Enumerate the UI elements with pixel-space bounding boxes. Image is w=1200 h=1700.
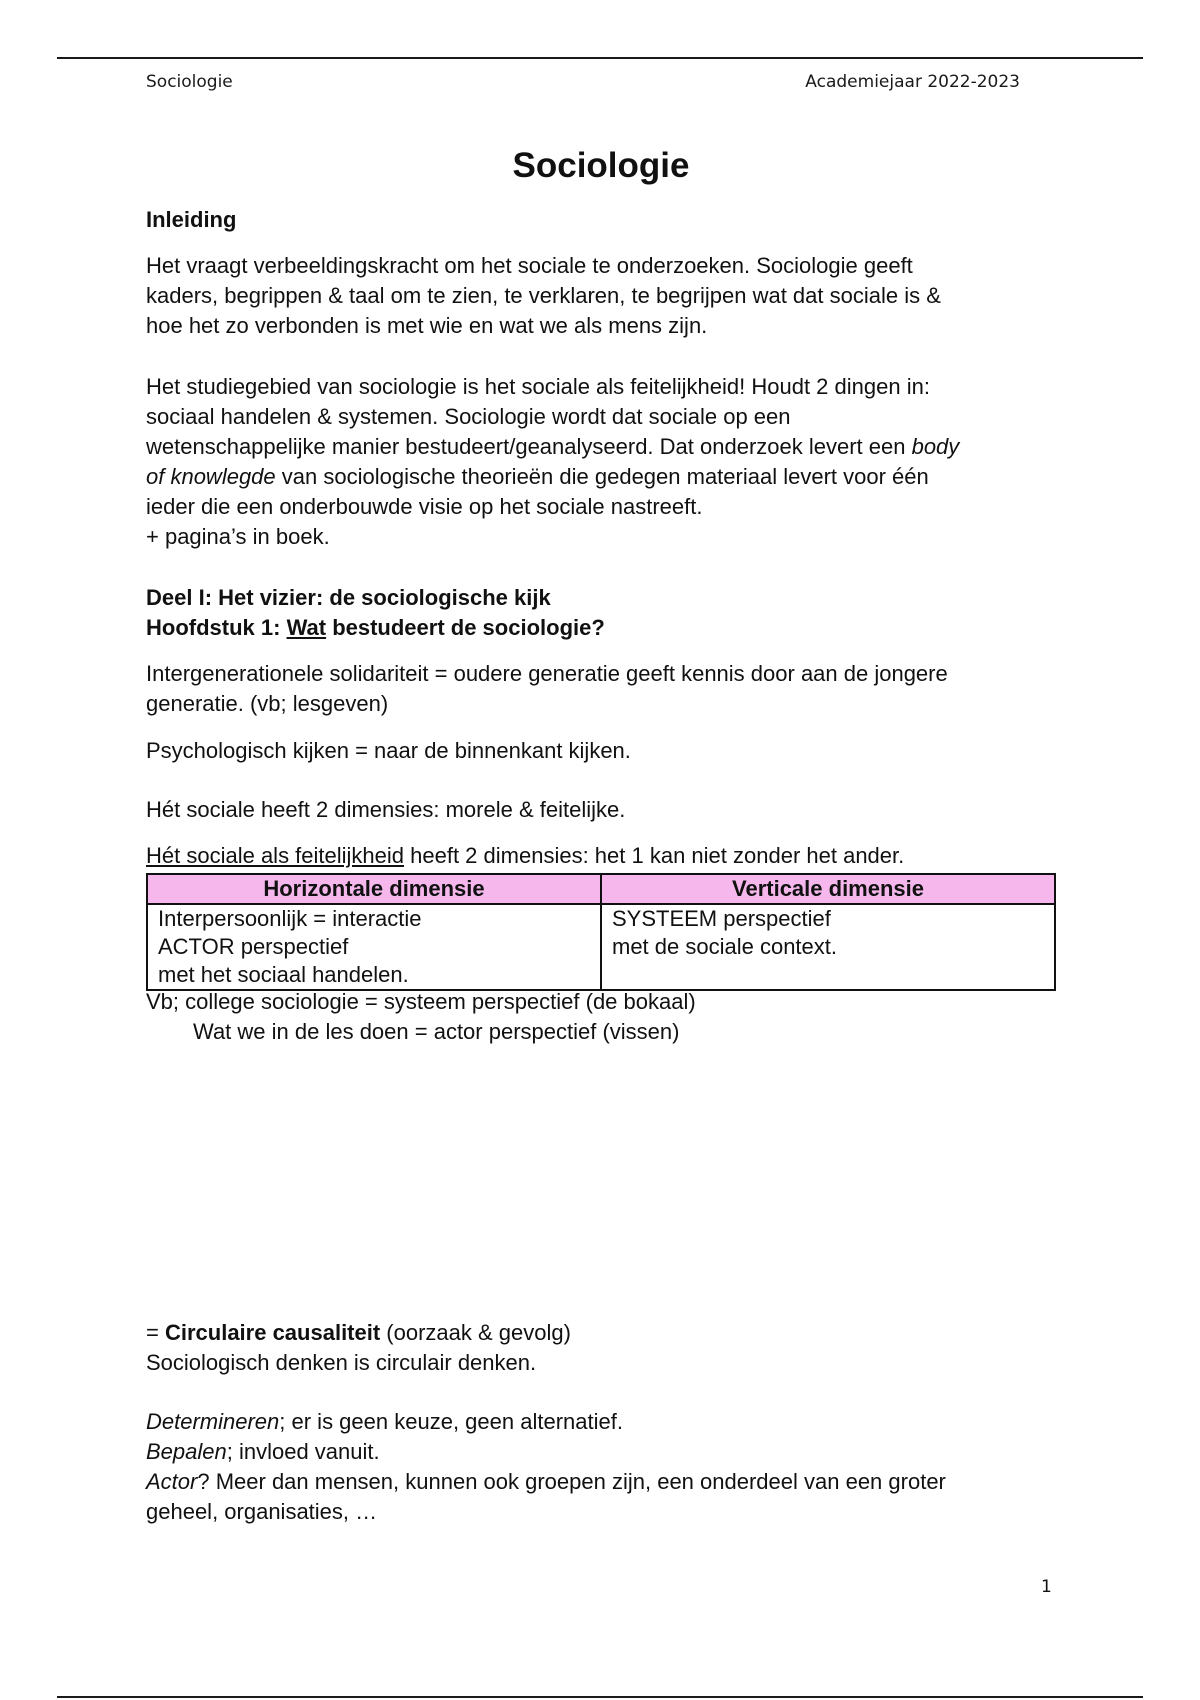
table-cell-vertical <box>601 904 1055 990</box>
intro-paragraph-2 <box>146 372 1056 552</box>
intro-heading: Inleiding <box>146 207 237 232</box>
intro-paragraph-1 <box>146 251 1056 341</box>
italic-term: Actor <box>146 1469 198 1494</box>
text-run: ; invloed vanuit. <box>226 1439 380 1464</box>
psychology-paragraph: Psychologisch kijken = naar de binnenkant kijken. <box>146 738 631 763</box>
text-line: geheel, organisaties, … <box>146 1499 378 1524</box>
text-line: Wat we in de les doen = actor perspectief (vissen) <box>193 1019 680 1044</box>
table-header-vertical: Verticale dimensie <box>601 874 1055 904</box>
example-paragraph <box>146 987 1056 1047</box>
chapter-title <box>146 613 1056 643</box>
text-run: = <box>146 1320 165 1345</box>
chapter-underlined: Wat <box>286 615 327 640</box>
footer-rule <box>57 1696 1143 1698</box>
text-line: Vb; college sociologie = systeem perspectief (de bokaal) <box>146 989 696 1014</box>
table-row <box>147 904 1055 990</box>
text-line: generatie. (vb; lesgeven) <box>146 691 389 716</box>
header-rule <box>57 57 1143 59</box>
text-line <box>146 1437 1056 1467</box>
text-run: heeft 2 dimensies: het 1 kan niet zonder het ander. <box>404 843 905 868</box>
definitions-paragraph <box>146 1407 1056 1527</box>
chapter-suffix: bestudeert de sociologie? <box>326 615 605 640</box>
italic-term: Determineren <box>146 1409 280 1434</box>
italic-term: body <box>911 434 960 459</box>
circular-paragraph <box>146 1318 1056 1378</box>
cell-line: SYSTEEM perspectief <box>612 906 831 931</box>
text-line: ieder die een onderbouwde visie op het sociale nastreeft. <box>146 494 703 519</box>
table-cell-horizontal <box>147 904 601 990</box>
cell-line: Interpersoonlijk = interactie <box>158 906 422 931</box>
text-line: Het vraagt verbeeldingskracht om het sociale te onderzoeken. Sociologie geeft <box>146 253 913 278</box>
italic-term: of knowlegde <box>146 464 276 489</box>
text-run: (oorzaak & gevolg) <box>380 1320 571 1345</box>
italic-term: Bepalen <box>146 1439 227 1464</box>
text-run: van sociologische theorieën die gedegen materiaal levert voor één <box>275 464 929 489</box>
cell-line: ACTOR perspectief <box>158 934 349 959</box>
text-line <box>146 462 1056 492</box>
text-run: ; er is geen keuze, geen alternatief. <box>279 1409 623 1434</box>
text-line: kaders, begrippen & taal om te zien, te verklaren, te begrijpen wat dat sociale is & <box>146 283 941 308</box>
part-heading <box>146 583 1056 643</box>
table-header-row <box>147 874 1055 904</box>
text-line <box>146 1318 1056 1348</box>
text-line <box>146 432 1056 462</box>
dimensions-table <box>146 873 1056 991</box>
fact-underlined: Hét sociale als feitelijkheid <box>146 843 405 868</box>
header-course: Sociologie <box>146 72 233 92</box>
dimensions-paragraph: Hét sociale heeft 2 dimensies: morele & feitelijke. <box>146 797 626 822</box>
cell-line: met de sociale context. <box>612 934 838 959</box>
fact-paragraph <box>146 841 1056 871</box>
part-title: Deel I: Het vizier: de sociologische kijk <box>146 585 551 610</box>
chapter-prefix: Hoofdstuk 1: <box>146 615 287 640</box>
text-line: Het studiegebied van sociologie is het sociale als feitelijkheid! Houdt 2 dingen in: <box>146 374 930 399</box>
cell-line: met het sociaal handelen. <box>158 962 409 987</box>
text-line <box>146 1407 1056 1437</box>
bold-term: Circulaire causaliteit <box>164 1320 381 1345</box>
text-run: ? Meer dan mensen, kunnen ook groepen zijn, een onderdeel van een groter <box>197 1469 946 1494</box>
intergenerational-paragraph <box>146 659 1056 719</box>
text-line: sociaal handelen & systemen. Sociologie wordt dat sociale op een <box>146 404 791 429</box>
text-line: + pagina’s in boek. <box>146 524 330 549</box>
text-run: wetenschappelijke manier bestudeert/geanalyseerd. Dat onderzoek levert een <box>146 434 912 459</box>
header-academic-year: Academiejaar 2022-2023 <box>805 72 1020 92</box>
text-line <box>146 1467 1056 1497</box>
page-number: 1 <box>1041 1577 1052 1597</box>
page-title: Sociologie <box>512 146 690 185</box>
text-line: hoe het zo verbonden is met wie en wat we als mens zijn. <box>146 313 708 338</box>
text-line: Sociologisch denken is circulair denken. <box>146 1350 537 1375</box>
text-line: Intergenerationele solidariteit = oudere generatie geeft kennis door aan de jongere <box>146 661 948 686</box>
table-header-horizontal: Horizontale dimensie <box>147 874 601 904</box>
